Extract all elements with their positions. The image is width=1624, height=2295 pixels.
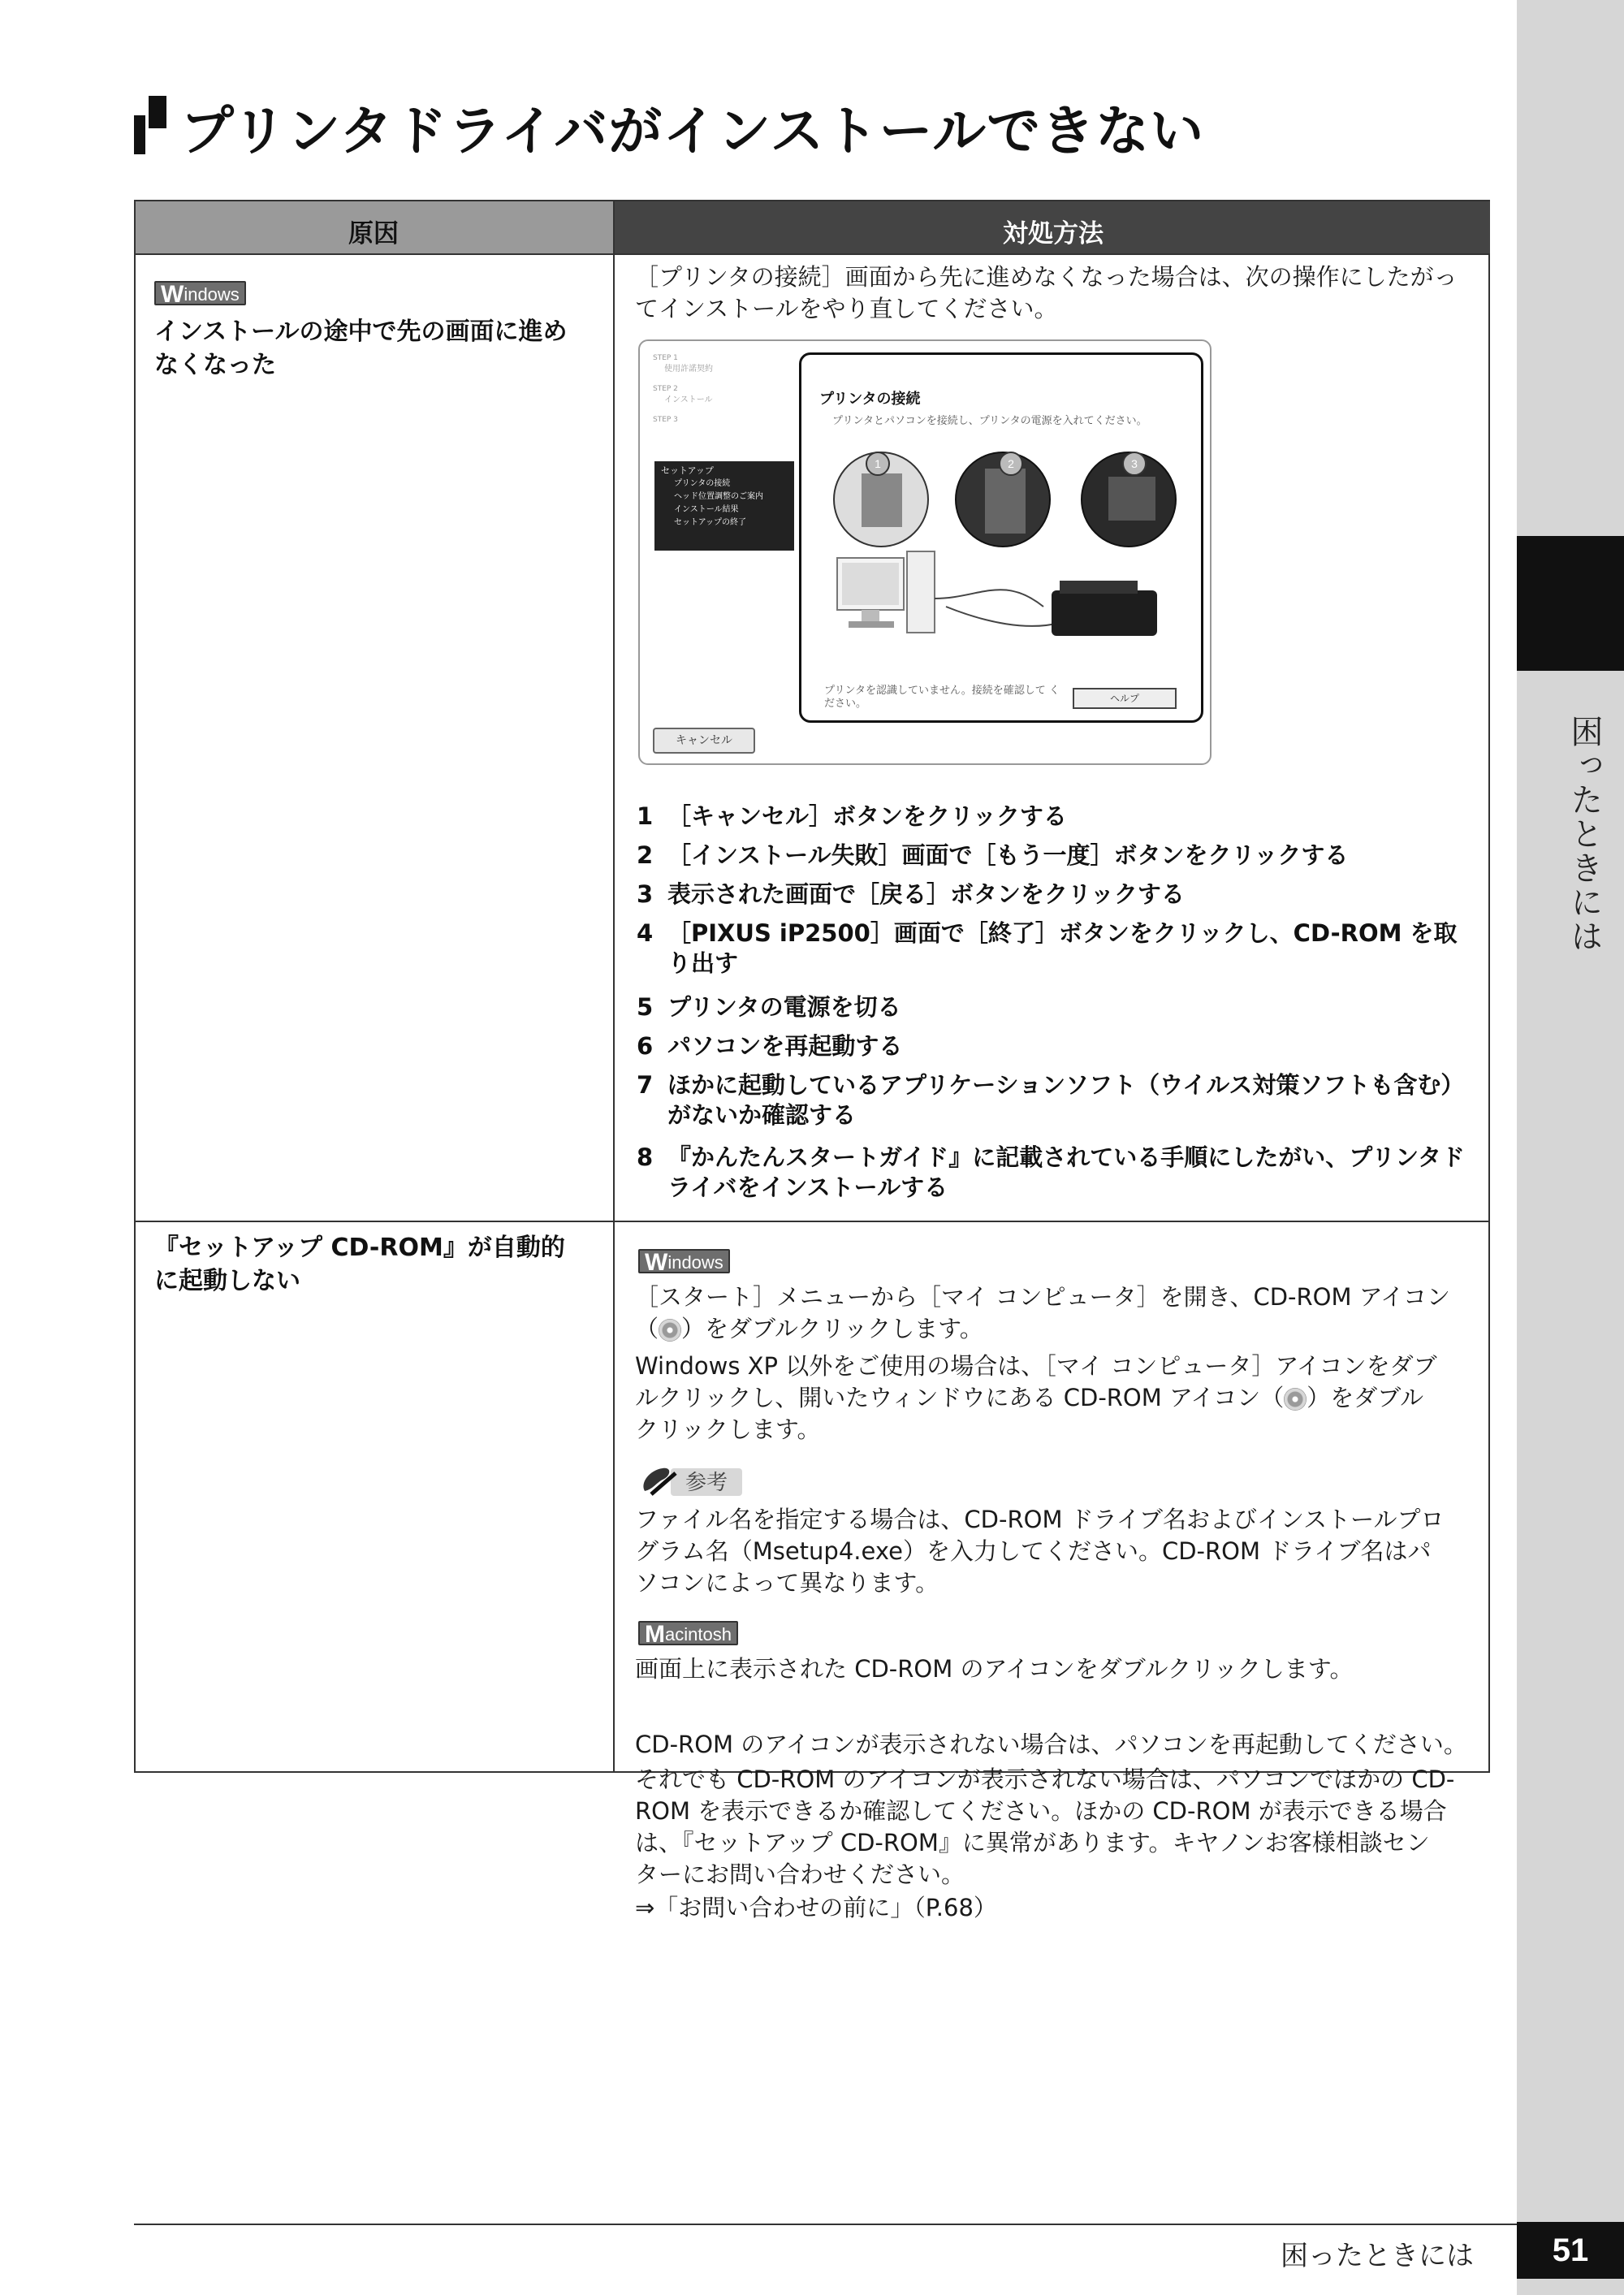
callout-2: 2 (1008, 457, 1014, 470)
installer-active-step: セットアップ プリンタの接続 ヘッド位置調整のご案内 インストール結果 セットアップの終了 (654, 461, 794, 551)
step-6: 6 パソコンを再起動する (637, 1032, 903, 1060)
installer-panel-subtitle: プリンタとパソコンを接続し、プリンタの電源を入れてください。 (832, 415, 1147, 427)
installer-screenshot (638, 339, 1212, 765)
side-tab-label: 困ったときには (1566, 715, 1603, 953)
side-strip (1517, 0, 1624, 2295)
row2-extra-text: CD-ROM のアイコンが表示されない場合は、パソコンを再起動してください。 (635, 1731, 1467, 1758)
header-cause: 原因 (348, 219, 399, 249)
installer-message: プリンタを認識していません。接続を確認して ください。 (824, 685, 1060, 710)
windows-badge: Windows (638, 1249, 730, 1273)
header-divider (136, 253, 1488, 255)
title-bullet-icon (134, 96, 166, 154)
step-1: 1 ［キャンセル］ボタンをクリックする (637, 802, 1067, 830)
cd-rom-icon (1284, 1388, 1307, 1411)
row1-intro: ［プリンタの接続］画面から先に進めなくなった場合は、次の操作にしたがっ てインストールをやり直してください。 (635, 263, 1458, 322)
row2-cause: 『セットアップ CD-ROM』が自動的 に起動しない (154, 1234, 565, 1295)
row2-windows-para2: Windows XP 以外をご使用の場合は、［マイ コンピュータ］アイコンをダブ ルクリックし、開いたウィンドウにある CD-ROM アイコン（ ）をダブル クリックします。 (635, 1352, 1437, 1443)
installer-connect-panel (799, 352, 1203, 723)
step-7: 7 ほかに起動しているアプリケーションソフト（ウイルス対策ソフトも含む） がないか確認する (637, 1071, 1465, 1129)
footer-rule (134, 2224, 1517, 2225)
header-remedy: 対処方法 (1003, 219, 1104, 249)
note-icon (638, 1462, 744, 1502)
installer-panel-title: プリンタの接続 (819, 391, 921, 408)
callout-1: 1 (875, 457, 881, 470)
installer-help-button[interactable]: ヘルプ (1073, 688, 1177, 709)
row2-windows-para1: ［スタート］メニューから［マイ コンピュータ］を開き、CD-ROM アイコン （ ）をダブルクリックします。 (635, 1283, 1450, 1342)
step-8: 8 『かんたんスタートガイド』に記載されている手順にしたがい、プリンタド ライバをインストールする (637, 1143, 1465, 1201)
step-2: 2 ［インストール失敗］画面で［もう一度］ボタンをクリックする (637, 841, 1349, 869)
step-4: 4 ［PIXUS iP2500］画面で［終了］ボタンをクリックし、CD-ROM を取 り出す (637, 919, 1458, 977)
row-divider (136, 1221, 1488, 1222)
note-label: 参考 (685, 1471, 728, 1495)
cd-rom-icon (659, 1319, 681, 1342)
page-number: 51 (1517, 2222, 1624, 2279)
installer-step-list: STEP 1 使用許諾契約 STEP 2 インストール STEP 3 (653, 354, 713, 424)
row1-cause: インストールの途中で先の画面に進め なくなった (154, 318, 568, 379)
row2-note-text: ファイル名を指定する場合は、CD-ROM ドライブ名およびインストールプロ グラム名（Msetup4.exe）を入力してください。CD-ROM ドライブ名はパ ソコンによって異なります。 (635, 1506, 1445, 1597)
row2-extra-para: それでも CD-ROM のアイコンが表示されない場合は、パソコンでほかの CD- ROM を表示できるか確認してください。ほかの CD-ROM が表示できる場合 は、『セットアップ CD-ROM』に異常があります。キヤノンお客様相談セン ターにお問い合わせください。 (635, 1766, 1455, 1888)
printer-connection-illustration (816, 436, 1190, 680)
column-divider (613, 201, 615, 1771)
callout-3: 3 (1131, 457, 1138, 470)
footer-section-label: 困ったときには (1281, 2240, 1474, 2272)
step-3: 3 表示された画面で［戻る］ボタンをクリックする (637, 880, 1185, 908)
windows-badge: Windows (154, 281, 246, 305)
macintosh-badge: Macintosh (638, 1621, 738, 1645)
row2-mac-text: 画面上に表示された CD-ROM のアイコンをダブルクリックします。 (635, 1655, 1354, 1683)
installer-cancel-button[interactable]: キャンセル (653, 728, 755, 754)
page-title: プリンタドライバがインストールできない (180, 100, 1205, 162)
step-5: 5 プリンタの電源を切る (637, 993, 901, 1021)
row2-reference-link[interactable]: ⇒「お問い合わせの前に」（P.68） (635, 1894, 997, 1921)
side-tab-marker (1517, 536, 1624, 671)
